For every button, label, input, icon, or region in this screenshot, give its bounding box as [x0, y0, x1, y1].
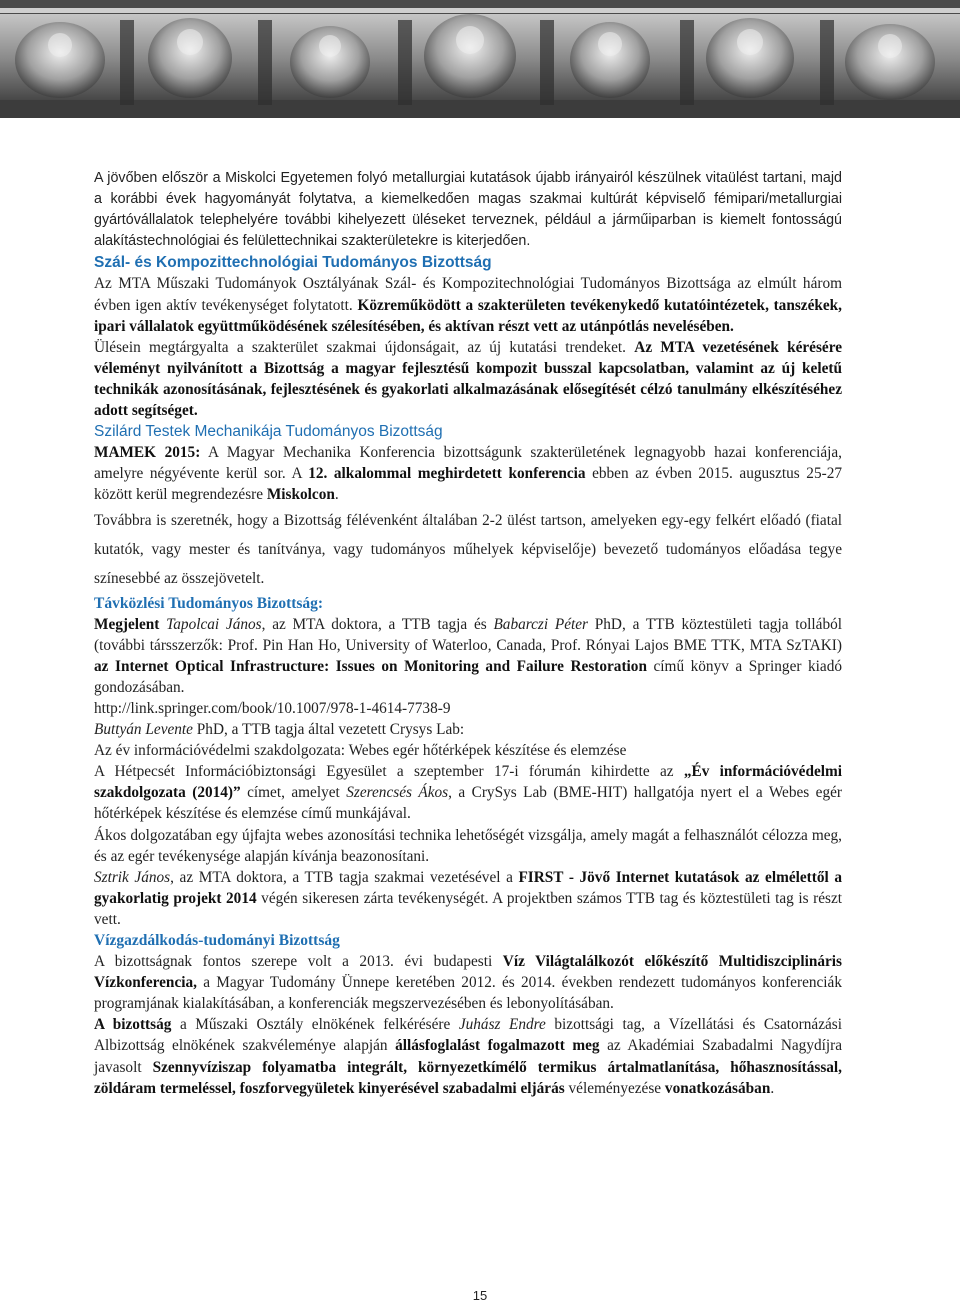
tavk-paragraph-3: A Hétpecsét Információbiztonsági Egyesület a szeptember 17-i fórumán kihirdette az „Év információvédelmi szakdolgozata (2014)” címet, amelyet Szerencsés Ákos, a CrySys Lab (BME-HIT) hallgatója nyert el a Webes egér hőtérképek készítése és elemzése című munkájával. — [94, 763, 842, 823]
page-number: 15 — [472, 1288, 488, 1303]
springer-link[interactable]: http://link.springer.com/book/10.1007/978-1-4614-7738-9 — [94, 699, 451, 717]
tavk-paragraph-2: Buttyán Levente PhD, a TTB tagja által vezetett Crysys Lab: — [94, 721, 465, 739]
tavk-paragraph-4: Ákos dolgozatában egy újfajta webes azonosítási technika lehetőségét vizsgálja, amely magát a felhasználót célozza meg, és az egér tevékenysége alapján kívánja beazonosítani. — [94, 826, 842, 865]
viz-paragraph-2: A bizottság a Műszaki Osztály elnökének felkérésére Juhász Endre bizottsági tag, a Vízellátási és Csatornázási Albizottság elnökének szakvéleménye alapján állásfoglalást fogalmazott meg az Akadémiai Szabadalmi Nagydíjra javasolt Szennyvíziszap folyamatba integrált, környezetkímélő termikus ártalmatlanítása, hőhasznosítással, zöldáram termeléssel, foszforvegyületek kinyerésével szabadalmi eljárás véleményezése vonatkozásában. — [94, 1016, 843, 1097]
szilard-paragraph-1: MAMEK 2015: A Magyar Mechanika Konferencia bizottságunk szakterületének legnagyobb hazai konferenciája, amelyre négyévente kerül sor. A 12. alkalommal meghirdetett konferencia ebben az évben 2015. augusztus 25-27 között kerül megrendezésre Miskolcon. — [94, 444, 842, 504]
szilard-heading: Szilárd Testek Mechanikája Tudományos Bizottság — [94, 423, 443, 441]
tavk-paragraph-5: Sztrik János, az MTA doktora, a TTB tagja szakmai vezetésével a FIRST - Jövő Internet kutatások az elmélettől a gyakorlatig projekt 2014 végén sikeresen zárta tevékenységét. A projektben számos TTB tag és köztestületi tag is részt vett. — [94, 868, 842, 928]
szal-heading: Szál- és Kompozittechnológiai Tudományos Bizottság — [94, 254, 492, 272]
header-banner — [0, 0, 960, 118]
intro-paragraph: A jövőben először a Miskolci Egyetemen folyó metallurgiai kutatások újabb irányairól készülnek vitaülést tartani, majd a korábbi évek hagyományát folytatva, a kiemelkedően magas szakmai kultúrát képviselő fémipari/metallurgiai gyártóvállalatok telephelyére további kihelyezett üléseket terveznek, például a járműiparban is kiemelt fontosságú alakítástechnológiai és felülettechnikai szakterületekre is kiterjedően. — [94, 170, 843, 250]
document-body — [94, 168, 842, 1099]
szal-paragraph-2: Ülésein megtárgyalta a szakterület szakmai újdonságait, az új kutatási trendeket. Az MTA vezetésének kérésére véleményt nyilvánított a Bizottság a magyar fejlesztésű kompozit busszal kapcsolatban, valamint az új keletű technikák azonosításának, fejlesztésének és gyakorlati alkalmazásának elősegítését célzó tanulmány elkészítéséhez adott segítséget. — [94, 338, 843, 420]
ornamental-frieze-image — [0, 0, 960, 118]
szilard-paragraph-2: Továbbra is szeretnék, hogy a Bizottság félévenként általában 2-2 ülést tartson, amelyeken egy-egy felkért előadó (fiatal kutatók, vagy mester és tanítványa, vagy tudományos műhelyek képviselője) bevezető tudományos előadása tegye színesebbé az összejövetelt. — [94, 511, 842, 587]
tavk-heading: Távközlési Tudományos Bizottság: — [94, 594, 324, 612]
tavk-paragraph-1: Megjelent Tapolcai János, az MTA doktora, a TTB tagja és Babarczi Péter PhD, a TTB köztestületi tagja tollából (további társszerzők: Prof. Pin Han Ho, University of Waterloo, Canada, Prof. Rónyai Lajos BME TTK, MTA SzTAKI) az Internet Optical Infrastructure: Issues on Monitoring and Failure Restoration című könyv a Springer kiadó gondozásában. — [94, 615, 842, 696]
viz-heading: Vízgazdálkodás-tudományi Bizottság — [94, 932, 340, 949]
tavk-line: Az év információvédelmi szakdolgozata: Webes egér hőtérképek készítése és elemzése — [94, 742, 627, 760]
szal-paragraph-1: Az MTA Műszaki Tudományok Osztályának Szál- és Kompozitechnológiai Tudományos Bizottsága az elmúlt három évben igen aktív tevékenységet folytatott. Közreműködött a szakterületen tevékenykedő kutatóintézetek, tanszékek, ipari vállalatok együttműködésének szélesítésében, és aktívan részt vett az utánpótlás nevelésében. — [94, 275, 842, 335]
viz-paragraph-1: A bizottságnak fontos szerepe volt a 2013. évi budapesti Víz Világtalálkozót előkészítő Multidiszciplináris Vízkonferencia, a Magyar Tudomány Ünnepe keretében 2012. és 2014. években rendezett tudományos konferenciák programjának kialakításában, a konferenciák megszervezésében és lebonyolításában. — [94, 953, 842, 1013]
